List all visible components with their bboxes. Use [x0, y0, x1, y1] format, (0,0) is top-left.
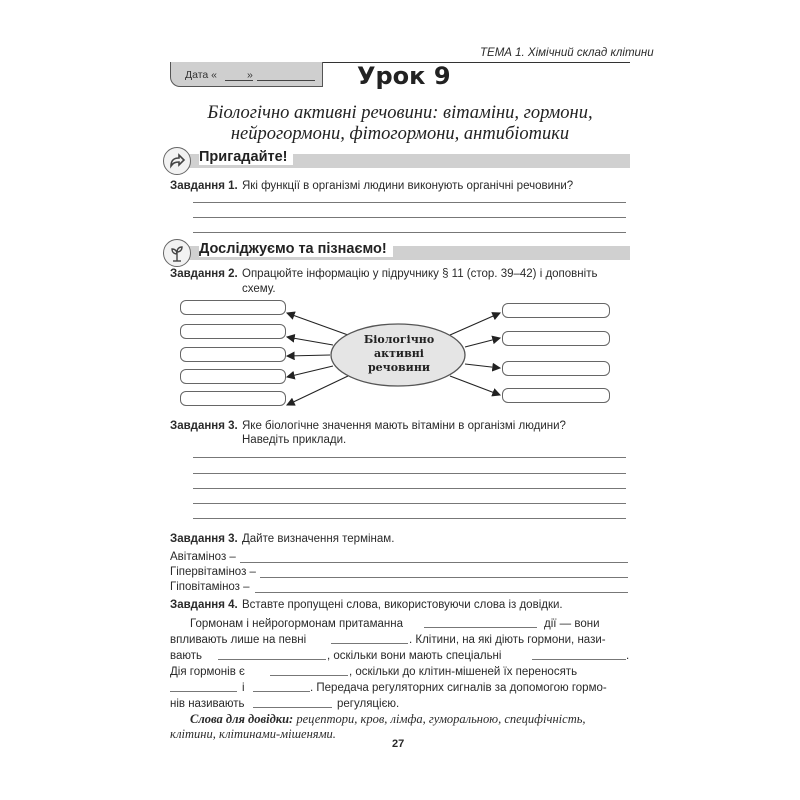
fill-text-line-3c: .: [626, 650, 630, 662]
hint-line-2: клітини, клітинами-мішенями.: [170, 727, 336, 741]
fill-text-line-2b: . Клітини, на які діють гормони, нази-: [409, 634, 606, 646]
blank: [218, 659, 326, 660]
term-hypervitaminosis: Гіпервітаміноз –: [170, 566, 256, 578]
answer-line: [193, 202, 626, 203]
answer-line: [193, 503, 626, 504]
date-day-line: [225, 80, 253, 81]
scheme-answer-box-left-3[interactable]: [180, 347, 286, 362]
answer-line: [193, 473, 626, 474]
scheme-answer-box-right-2[interactable]: [502, 331, 610, 346]
answer-line: [193, 217, 626, 218]
blank: [331, 643, 408, 644]
page-number: 27: [392, 738, 405, 750]
hint-line-1: Слова для довідки: рецептори, кров, лімфа, гуморальною, специфічність,: [190, 712, 586, 726]
blank: [253, 707, 332, 708]
lesson-subtitle-line-2: нейрогормони, фітогормони, антибіотики: [230, 124, 570, 144]
fill-text-line-5a: і: [242, 682, 245, 694]
blank: [170, 691, 237, 692]
blank: [424, 627, 537, 628]
blank: [270, 675, 348, 676]
task-1-label: Завдання 1.: [170, 180, 238, 192]
fill-text-line-4a: Дія гормонів є: [170, 666, 245, 678]
answer-line: [260, 577, 628, 578]
fill-text-line-2a: впливають лише на певні: [170, 634, 307, 646]
lesson-subtitle-line-1: Біологічно активні речовини: вітаміни, гормони,: [207, 103, 593, 123]
task-1-text: Які функції в організмі людини виконують органічні речовини?: [242, 180, 574, 192]
blank: [532, 659, 626, 660]
term-avitaminosis: Авітаміноз –: [170, 551, 236, 563]
scheme-answer-box-right-1[interactable]: [502, 303, 610, 318]
date-label: Дата « »: [185, 69, 253, 81]
answer-line: [193, 232, 626, 233]
task-4-text: Вставте пропущені слова, використовуючи слова із довідки.: [242, 599, 563, 611]
plant-icon: [163, 239, 191, 267]
answer-line: [193, 457, 626, 458]
section-title-explore: Досліджуємо та пізнаємо!: [199, 241, 393, 257]
task-2-text-line-2: схему.: [242, 283, 276, 295]
task-4-label: Завдання 4.: [170, 599, 238, 611]
date-month-line: [257, 80, 315, 81]
section-title-recall: Пригадайте!: [199, 149, 293, 165]
answer-line: [240, 562, 628, 563]
fill-text-line-5b: . Передача регуляторних сигналів за допомогою гормо-: [310, 682, 607, 694]
task-2-text-line-1: Опрацюйте інформацію у підручнику § 11 (стор. 39–42) і доповніть: [242, 268, 598, 280]
scheme-answer-box-right-3[interactable]: [502, 361, 610, 376]
task-2-label: Завдання 2.: [170, 268, 238, 280]
term-hypovitaminosis: Гіповітаміноз –: [170, 581, 250, 593]
scheme-answer-box-left-1[interactable]: [180, 300, 286, 315]
task-3b-label: Завдання 3.: [170, 533, 238, 545]
fill-text-line-4b: , оскільки до клітин-мішеней їх переносять: [349, 666, 578, 678]
topic-header: ТЕМА 1. Хімічний склад клітини: [480, 47, 654, 59]
lesson-title: Урок 9: [357, 62, 451, 90]
task-3-label: Завдання 3.: [170, 420, 238, 432]
task-3-text-line-1: Яке біологічне значення мають вітаміни в організмі людини?: [242, 420, 566, 432]
answer-line: [193, 488, 626, 489]
answer-line: [255, 592, 628, 593]
blank: [253, 691, 310, 692]
fill-text-line-6b: регуляцією.: [337, 698, 400, 710]
scheme-answer-box-left-2[interactable]: [180, 324, 286, 339]
fill-text-line-1: Гормонам і нейрогормонам притаманна: [190, 618, 403, 630]
fill-text-line-3b: , оскільки вони мають спеціальні: [327, 650, 502, 662]
arrow-up-icon: [163, 147, 191, 175]
task-3b-text: Дайте визначення термінам.: [242, 533, 395, 545]
fill-text-line-1b: дії — вони: [544, 618, 600, 630]
scheme-answer-box-left-5[interactable]: [180, 391, 286, 406]
fill-text-line-6a: нів називають: [170, 698, 245, 710]
task-3-text-line-2: Наведіть приклади.: [242, 434, 347, 446]
answer-line: [193, 518, 626, 519]
scheme-answer-box-left-4[interactable]: [180, 369, 286, 384]
scheme-answer-box-right-4[interactable]: [502, 388, 610, 403]
scheme-center-label: Біологічно активні речовини: [363, 333, 435, 374]
fill-text-line-3a: вають: [170, 650, 203, 662]
